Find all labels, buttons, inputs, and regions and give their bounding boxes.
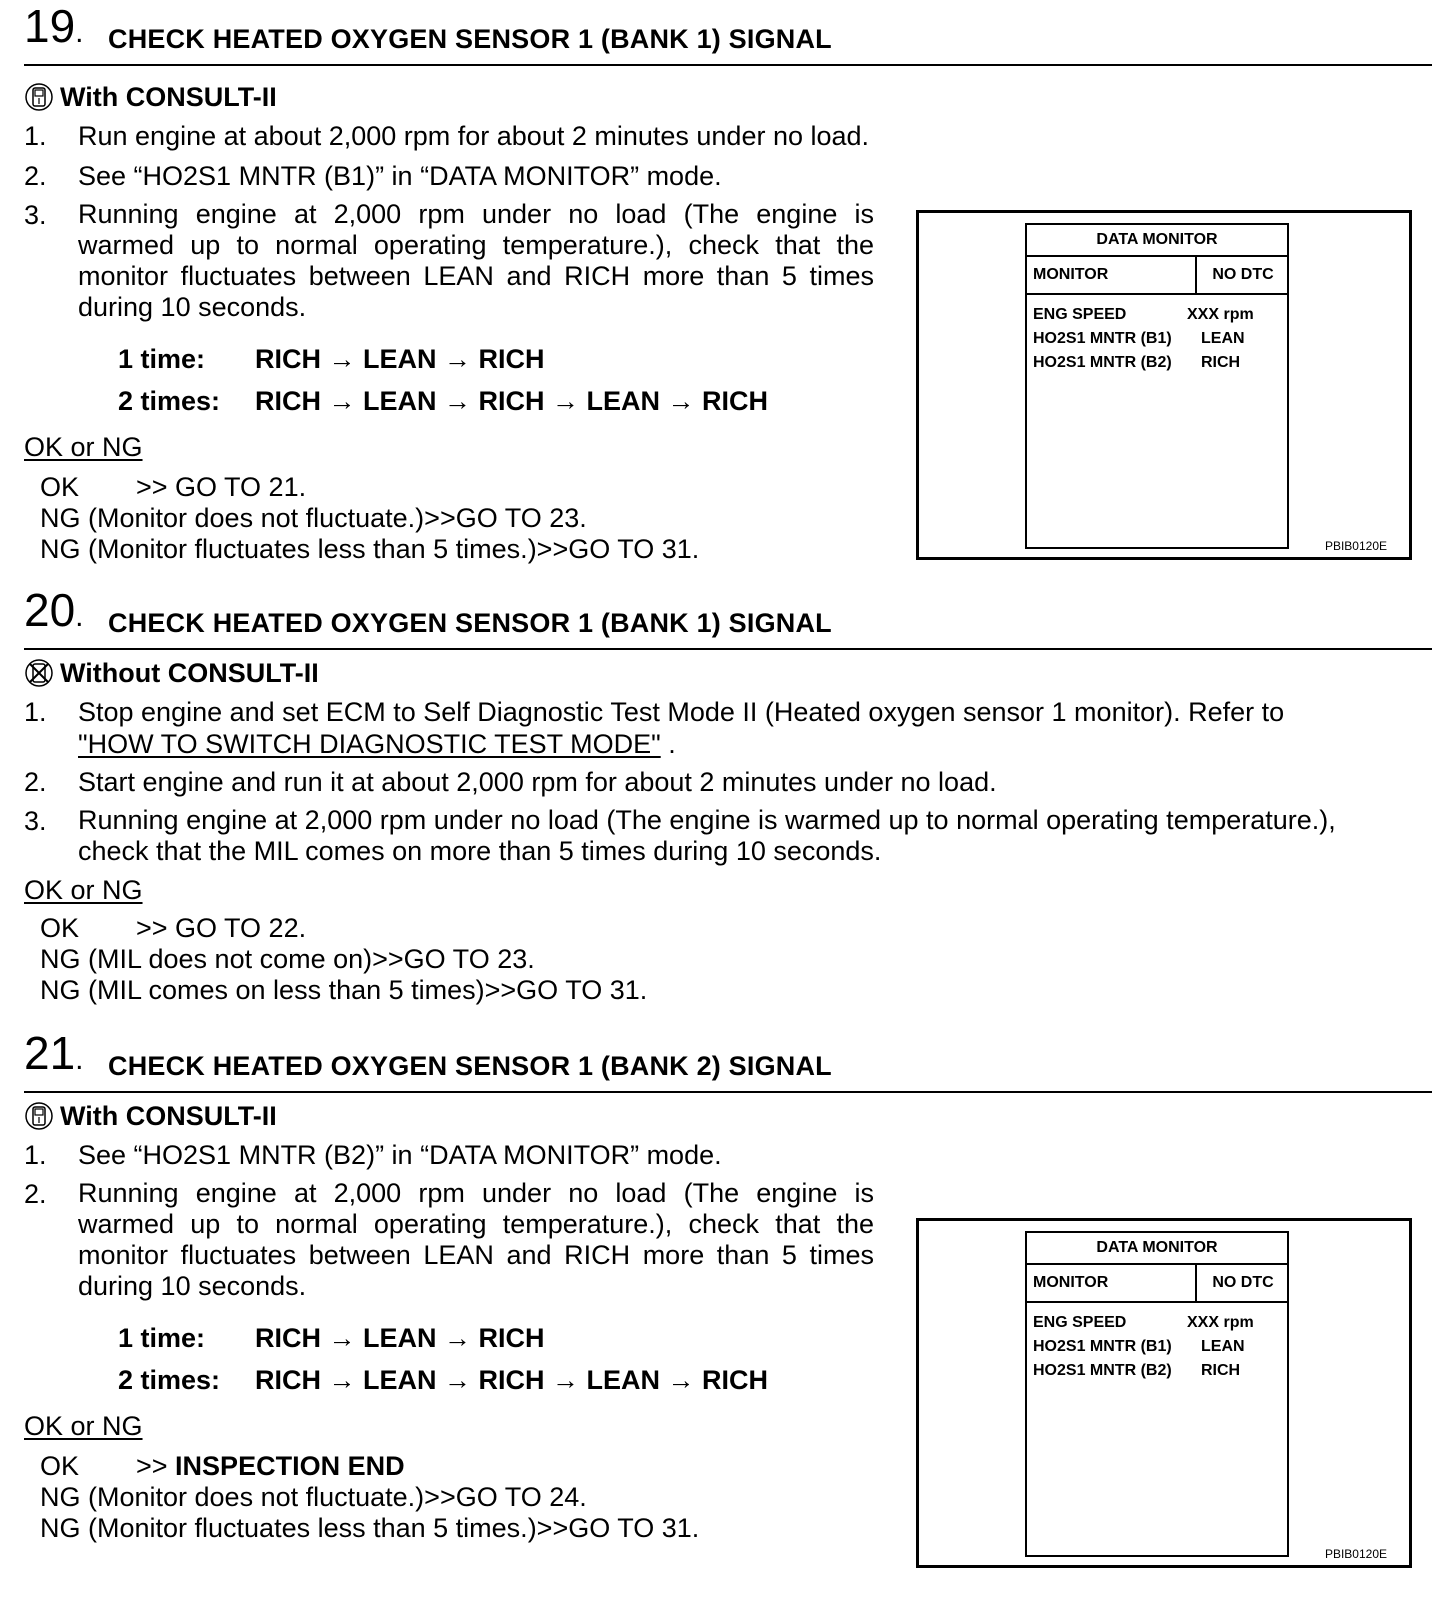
row-value: RICH	[1201, 1362, 1241, 1379]
mode-heading	[24, 80, 277, 120]
step-number: 3.	[24, 200, 47, 230]
result-ng-1: NG (MIL does not come on)>>GO TO 23.	[40, 944, 535, 974]
step-text-line: Running engine at 2,000 rpm under no load (The engine is warmed up to normal operating temperature.),	[78, 805, 1336, 835]
sequence-value: RICH → LEAN → RICH → LEAN → RICH	[255, 386, 768, 416]
result-ok	[40, 1450, 405, 1482]
step-number: 3.	[24, 806, 47, 836]
step-text: See “HO2S1 MNTR (B2)” in “DATA MONITOR” mode.	[78, 1140, 722, 1170]
header-no-dtc: NO DTC	[1195, 257, 1289, 293]
result-prefix: >>	[136, 1451, 176, 1481]
screen-row	[1027, 303, 1287, 327]
header-no-dtc: NO DTC	[1195, 1265, 1289, 1301]
figure-code: PBIB0120E	[1324, 539, 1387, 553]
section-header	[24, 0, 1432, 66]
data-monitor-screen	[1025, 1231, 1289, 1557]
sequence-1-time	[118, 1321, 545, 1355]
mode-label: With CONSULT-II	[60, 1101, 277, 1131]
step-text: Running engine at 2,000 rpm under no load (The engine is warmed up to normal operating temperature.), check that the monitor fluctuates between LEAN and RICH more than 5 times during 10 seconds.	[78, 1178, 874, 1301]
step-number: 1.	[24, 1140, 47, 1170]
step-number: 2.	[24, 1179, 47, 1209]
result-ng-2: NG (Monitor fluctuates less than 5 times.)>>GO TO 31.	[40, 1513, 700, 1543]
sequence-value: RICH → LEAN → RICH	[255, 344, 545, 374]
data-monitor-figure	[916, 1218, 1412, 1568]
step-text	[78, 696, 1432, 760]
row-item: HO2S1 MNTR (B2)	[1033, 354, 1172, 371]
header-monitor: MONITOR	[1033, 266, 1109, 283]
result-ng-2: NG (MIL comes on less than 5 times)>>GO TO 31.	[40, 975, 648, 1005]
step-number: 1.	[24, 697, 47, 727]
sequence-label: 2 times:	[118, 1365, 221, 1395]
row-value: RICH	[1201, 354, 1241, 371]
section-header	[24, 1027, 1432, 1093]
row-value: XXX rpm	[1187, 306, 1254, 323]
sequence-label: 1 time:	[118, 1323, 206, 1353]
result-ok	[40, 471, 306, 503]
result-value: >> GO TO 21.	[136, 472, 307, 502]
header-monitor: MONITOR	[1033, 1274, 1109, 1291]
ok-ng-heading: OK or NG	[24, 1411, 143, 1441]
section-number: 20.	[24, 584, 84, 636]
result-value: INSPECTION END	[175, 1451, 405, 1481]
screen-row	[1027, 1335, 1287, 1359]
screen-row	[1027, 351, 1287, 375]
sequence-label: 2 times:	[118, 386, 221, 416]
mode-heading	[24, 656, 319, 696]
data-monitor-screen	[1025, 223, 1289, 549]
data-monitor-figure	[916, 210, 1412, 560]
row-value: XXX rpm	[1187, 1314, 1254, 1331]
section-title: CHECK HEATED OXYGEN SENSOR 1 (BANK 1) SIGNAL	[108, 24, 832, 54]
screen-header	[1027, 257, 1287, 295]
step-number: 2.	[24, 161, 47, 191]
no-consult-icon	[24, 658, 54, 696]
sequence-value: RICH → LEAN → RICH	[255, 1323, 545, 1353]
result-ng-2: NG (Monitor fluctuates less than 5 times.)>>GO TO 31.	[40, 534, 700, 564]
step-text: See “HO2S1 MNTR (B1)” in “DATA MONITOR” mode.	[78, 161, 722, 191]
result-key: OK	[40, 913, 80, 943]
result-key: OK	[40, 472, 80, 502]
sequence-2-times	[118, 384, 768, 418]
figure-code: PBIB0120E	[1324, 1547, 1387, 1561]
section-number: 19.	[24, 0, 84, 52]
row-item: HO2S1 MNTR (B2)	[1033, 1362, 1172, 1379]
sequence-value: RICH → LEAN → RICH → LEAN → RICH	[255, 1365, 768, 1395]
screen-row	[1027, 327, 1287, 351]
screen-header	[1027, 1265, 1287, 1303]
sequence-2-times	[118, 1363, 768, 1397]
step-number: 2.	[24, 767, 47, 797]
screen-title: DATA MONITOR	[1027, 225, 1287, 257]
ok-ng-heading: OK or NG	[24, 432, 143, 462]
screen-row	[1027, 1359, 1287, 1383]
screen-row	[1027, 1311, 1287, 1335]
step-text	[78, 805, 1336, 867]
result-value: >> GO TO 22.	[136, 913, 307, 943]
section-title: CHECK HEATED OXYGEN SENSOR 1 (BANK 1) SIGNAL	[108, 608, 832, 638]
row-value: LEAN	[1201, 1338, 1245, 1355]
result-key: OK	[40, 1451, 80, 1481]
step-text-line: Stop engine and set ECM to Self Diagnostic Test Mode II (Heated oxygen sensor 1 monitor). Refer to	[78, 697, 1285, 727]
section-title: CHECK HEATED OXYGEN SENSOR 1 (BANK 2) SIGNAL	[108, 1051, 832, 1081]
consult-icon	[24, 1101, 54, 1139]
row-value: LEAN	[1201, 330, 1245, 347]
screen-title: DATA MONITOR	[1027, 1233, 1287, 1265]
step-text: Start engine and run it at about 2,000 rpm for about 2 minutes under no load.	[78, 767, 997, 797]
sequence-1-time	[118, 342, 545, 376]
section-number: 21.	[24, 1027, 84, 1079]
mode-heading	[24, 1099, 277, 1139]
result-ng-1: NG (Monitor does not fluctuate.)>>GO TO 23.	[40, 503, 587, 533]
mode-label: Without CONSULT-II	[60, 658, 319, 688]
switch-diagnostic-test-mode-link[interactable]: "HOW TO SWITCH DIAGNOSTIC TEST MODE"	[78, 729, 661, 759]
result-ng-1: NG (Monitor does not fluctuate.)>>GO TO 24.	[40, 1482, 587, 1512]
result-ok	[40, 912, 306, 944]
mode-label: With CONSULT-II	[60, 82, 277, 112]
step-text-tail: .	[660, 729, 676, 759]
consult-icon	[24, 82, 54, 120]
row-item: ENG SPEED	[1033, 1314, 1127, 1331]
ok-ng-heading: OK or NG	[24, 875, 143, 905]
section-header	[24, 584, 1432, 650]
step-text: Running engine at 2,000 rpm under no load (The engine is warmed up to normal operating temperature.), check that the monitor fluctuates between LEAN and RICH more than 5 times during 10 seconds.	[78, 199, 874, 322]
row-item: ENG SPEED	[1033, 306, 1127, 323]
section-20	[24, 584, 1432, 1012]
step-number: 1.	[24, 121, 47, 151]
row-item: HO2S1 MNTR (B1)	[1033, 330, 1172, 347]
row-item: HO2S1 MNTR (B1)	[1033, 1338, 1172, 1355]
step-text-line: check that the MIL comes on more than 5 times during 10 seconds.	[78, 836, 882, 866]
sequence-label: 1 time:	[118, 344, 206, 374]
step-text: Run engine at about 2,000 rpm for about 2 minutes under no load.	[78, 121, 870, 151]
